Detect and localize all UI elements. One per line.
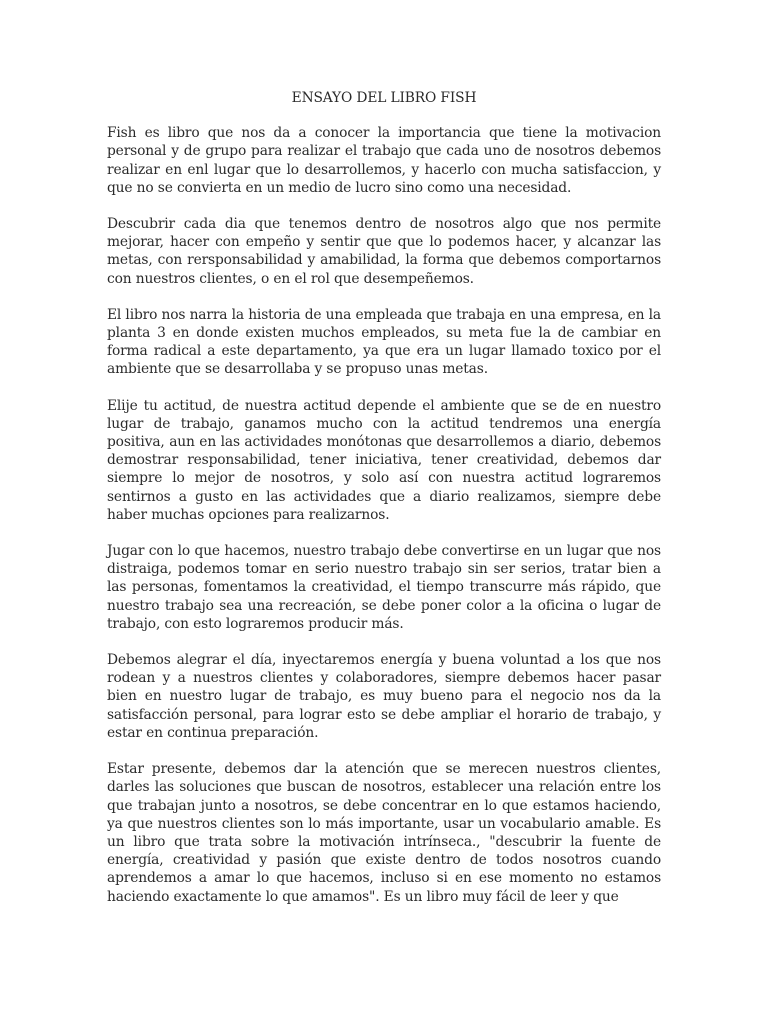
document-page — [107, 89, 661, 906]
paragraph-4: Elije tu actitud, de nuestra actitud depende el ambiente que se de en nuestro lugar de trabajo, ganamos mucho con la actitud tendremos una energía positiva, aun en las actividades monótonas que desarrollemos a diario, debemos demostrar responsabilidad, tener iniciativa, tener creatividad, debemos dar siempre lo mejor de nosotros, y solo así con nuestra actitud lograremos sentirnos a gusto en las actividades que a diario realizamos, siempre debe haber muchas opciones para realizarnos. — [107, 397, 661, 523]
paragraph-3: El libro nos narra la historia de una empleada que trabaja en una empresa, en la planta 3 en donde existen muchos empleados, su meta fue la de cambiar en forma radical a este departamento, ya que era un lugar llamado toxico por el ambiente que se desarrollaba y se propuso unas metas. — [107, 306, 661, 378]
paragraph-5: Jugar con lo que hacemos, nuestro trabajo debe convertirse en un lugar que nos distraiga, podemos tomar en serio nuestro trabajo sin ser serios, tratar bien a las personas, fomentamos la creatividad, el tiempo transcurre más rápido, que nuestro trabajo sea una recreación, se debe poner color a la oficina o lugar de trabajo, con esto lograremos producir más. — [107, 543, 661, 632]
paragraph-2: Descubrir cada dia que tenemos dentro de nosotros algo que nos permite mejorar, hacer con empeño y sentir que que lo podemos hacer, y alcanzar las metas, con rersponsabilidad y amabilidad, la forma que debemos comportarnos con nuestros clientes, o en el rol que desempeñemos. — [107, 216, 661, 287]
document-title: ENSAYO DEL LIBRO FISH — [291, 90, 477, 106]
paragraph-6: Debemos alegrar el día, inyectaremos energía y buena voluntad a los que nos rodean y a nuestros clientes y colaboradores, siempre debemos hacer pasar bien en nuestro lugar de trabajo, es muy bueno para el negocio nos da la satisfacción personal, para lograr esto se debe ampliar el horario de trabajo, y estar en continua preparación. — [107, 652, 661, 741]
paragraph-1: Fish es libro que nos da a conocer la importancia que tiene la motivacion personal y de grupo para realizar el trabajo que cada uno de nosotros debemos realizar en enl lugar que lo desarrollemos, y hacerlo con mucha satisfaccion, y que no se convierta en un medio de lucro sino como una necesidad. — [107, 125, 661, 196]
paragraph-7: Estar presente, debemos dar la atención que se merecen nuestros clientes, darles las soluciones que buscan de nosotros, establecer una relación entre los que trabajan junto a nosotros, se debe concentrar en lo que estamos haciendo, ya que nuestros clientes son lo más importante, usar un vocabulario amable. Es un libro que trata sobre la motivación intrínseca., "descubrir la fuente de energía, creatividad y pasión que existe dentro de todos nosotros cuando aprendemos a amar lo que hacemos, incluso si en ese momento no estamos haciendo exactamente lo que amamos". Es un libro muy fácil de leer y que — [107, 761, 661, 905]
